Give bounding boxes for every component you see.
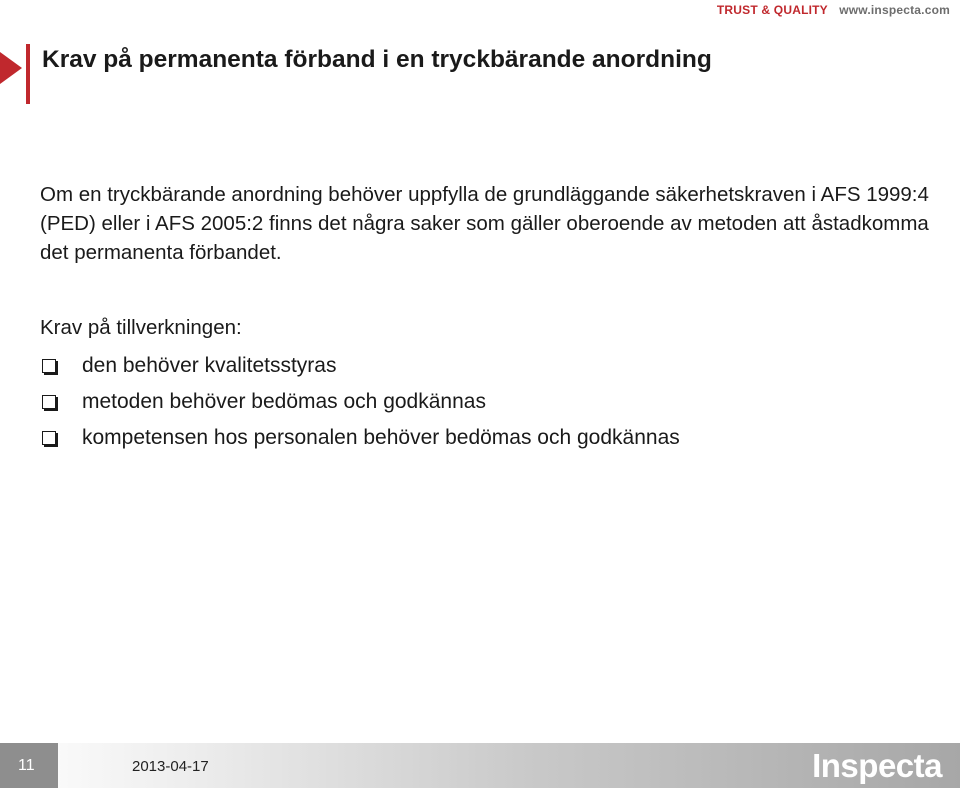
list-item [40,384,680,420]
checkbox-bullet-icon [42,431,56,445]
checkbox-bullet-icon [42,395,56,409]
requirement-text: kompetensen hos personalen behöver bedömas och godkännas [82,426,680,449]
header-tagline [717,3,950,17]
page-number: 11 [0,743,58,788]
intro-paragraph: Om en tryckbärande anordning behöver uppfylla de grundläggande säkerhetskraven i AFS 1999:4 (PED) eller i AFS 2005:2 finns det några saker som gäller oberoende av metoden att åstadkomma det permanenta förbandet. [40,183,929,264]
tagline-trust-quality: TRUST & QUALITY [716,3,828,17]
list-item [40,348,680,384]
tagline-url: www.inspecta.com [839,3,950,17]
requirements-list [40,348,680,456]
title-marker-icon [0,44,34,104]
requirement-text: den behöver kvalitetsstyras [82,354,337,377]
footer-bar [0,743,960,788]
slide-title: Krav på permanenta förband i en tryckbärande anordning [42,46,712,73]
requirement-text: metoden behöver bedömas och godkännas [82,390,486,413]
requirements-heading: Krav på tillverkningen: [40,316,242,339]
inspecta-logo: Inspecta [812,747,942,784]
slide-date: 2013-04-17 [132,758,209,775]
list-item [40,420,680,456]
checkbox-bullet-icon [42,359,56,373]
